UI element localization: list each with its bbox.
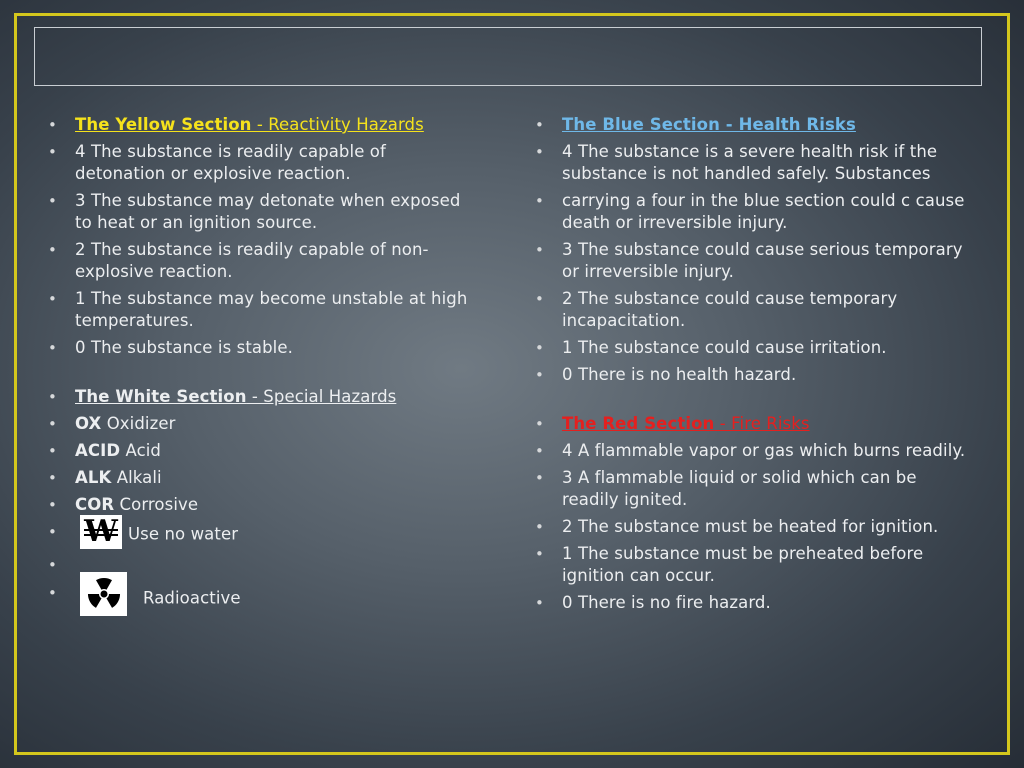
hazard-label: Alkali [111,468,162,487]
list-item: • 1 The substance must be preheated before ignition can occur. [535,543,975,587]
radiation-symbol [85,575,123,613]
hazard-label: Acid [120,441,161,460]
list-item: • carrying a four in the blue section could c cause death or irreversible injury. [535,190,975,234]
yellow-heading-rest: - Reactivity Hazards [251,115,424,134]
hazard-code: COR [75,495,115,514]
list-item: • 3 The substance could cause serious temporary or irreversible injury. [535,239,975,283]
no-water-strike [80,515,122,549]
hazard-code: ALK [75,468,112,487]
red-heading-rest: - Fire Risks [714,414,810,433]
hazard-label: Corrosive [114,495,199,514]
radiation-icon [80,572,127,616]
white-section-heading [48,386,478,408]
list-item [48,467,478,489]
list-item: • 0 There is no fire hazard. [535,592,975,614]
list-item [48,440,478,462]
list-item: • 0 There is no health hazard. [535,364,975,386]
no-water-glyph: • W [84,514,118,549]
list-item: • 2 The substance is readily capable of non-explosive reaction. [48,239,478,283]
list-item [48,413,478,435]
no-water-icon [80,515,122,549]
blue-section-heading [535,114,975,136]
list-item: • 3 The substance may detonate when exposed to heat or an ignition source. [48,190,478,234]
white-heading-rest: - Special Hazards [246,387,397,406]
title-placeholder [34,27,982,86]
red-heading-bold: The Red Section [562,414,715,433]
radioactive-label: Radioactive [143,588,241,608]
list-item-no-water [48,514,478,549]
white-heading-bold: The White Section [75,387,247,406]
right-column [535,114,975,619]
hazard-code: OX [75,414,102,433]
list-item: • 2 The substance could cause temporary incapacitation. [535,288,975,332]
left-column [48,114,478,621]
list-item: • 1 The substance may become unstable at high temperatures. [48,288,478,332]
list-item [48,494,478,516]
list-item: • 3 A flammable liquid or solid which can be readily ignited. [535,467,975,511]
blue-heading: The Blue Section - Health Risks [562,115,856,134]
yellow-heading-bold: The Yellow Section [75,115,252,134]
red-section-heading [535,413,975,435]
list-item-radioactive [48,582,478,616]
list-item: • 4 The substance is a severe health risk if the substance is not handled safely. Substances [535,141,975,185]
hazard-label: Oxidizer [101,414,176,433]
list-item: • 4 The substance is readily capable of detonation or explosive reaction. [48,141,478,185]
list-item: • 1 The substance could cause irritation. [535,337,975,359]
no-water-label: Use no water [128,524,239,544]
list-item: • 2 The substance must be heated for ignition. [535,516,975,538]
list-item: • 4 A flammable vapor or gas which burns readily. [535,440,975,462]
yellow-section-heading [48,114,478,136]
hazard-code: ACID [75,441,121,460]
list-item: • 0 The substance is stable. [48,337,478,359]
